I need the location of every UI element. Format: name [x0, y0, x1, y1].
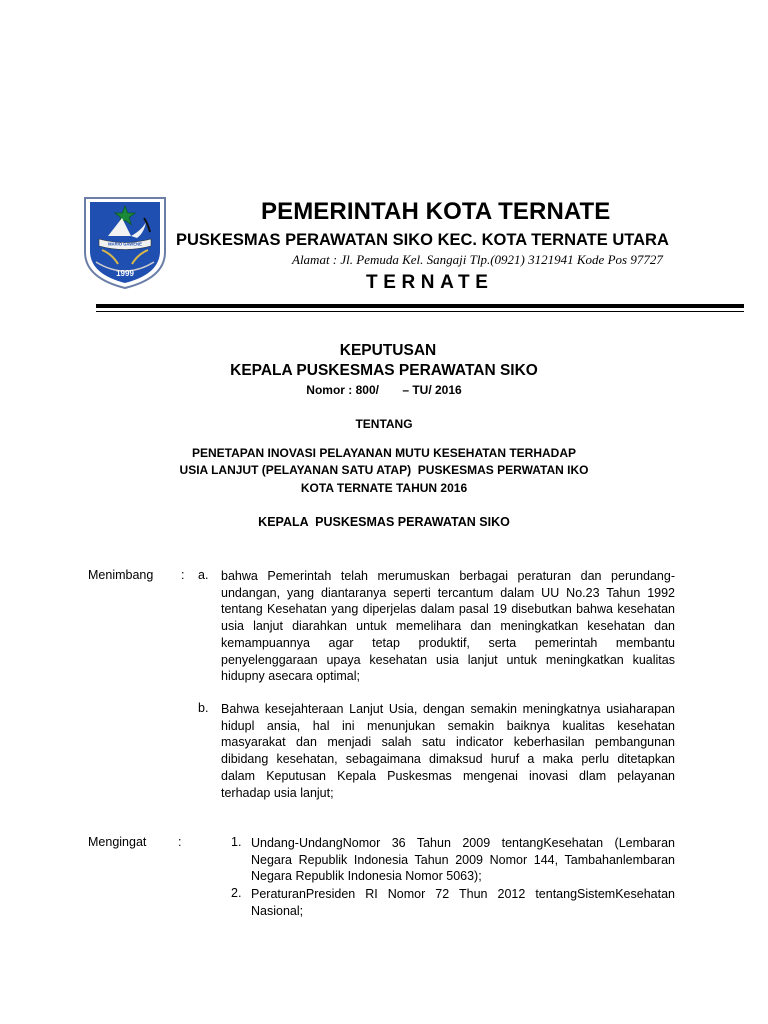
paragraph-line: undangan, yang diantaranya seperti tercantum dalam UU No.23 Tahun 1992: [221, 585, 675, 600]
emblem-ribbon-text: MARIO GAWENE: [108, 241, 142, 247]
mengingat-item-1: [251, 835, 675, 885]
decision-heading: KEPUTUSAN: [339, 342, 437, 359]
about-label: TENTANG: [355, 417, 413, 431]
menimbang-label: Menimbang: [88, 568, 154, 582]
institution-address: Alamat : Jl. Pemuda Kel. Sangaji Tlp.(0921) 3121941 Kode Pos 97727: [292, 252, 663, 267]
menimbang-item-marker: a.: [198, 568, 209, 582]
paragraph-line: hidupny asecara optimal;: [221, 669, 360, 684]
city-emblem-logo: [82, 192, 168, 290]
paragraph-line: kemampuannya agar tetap produktif, serta pemerintah membantu: [221, 635, 675, 650]
paragraph-line: Bahwa kesejahteraan Lanjut Usia, dengan semakin meningkatnya usiaharapan: [221, 702, 675, 716]
mengingat-item-2: [251, 886, 675, 919]
mengingat-item-marker: 2.: [231, 886, 242, 900]
paragraph-line: dalam Keputusan Kepala Puskesmas mengenai inovasi dlam pelayanan: [221, 768, 675, 783]
mengingat-colon: :: [178, 835, 182, 849]
mengingat-label: Mengingat: [88, 835, 147, 849]
paragraph-line: Nasional;: [251, 903, 304, 918]
paragraph-line: tentang Kesehatan yang diperjelas dalam pasal 19 disebutkan bahwa kesehatan: [221, 602, 675, 617]
subject-line: USIA LANJUT (PELAYANAN SATU ATAP) PUSKESMAS PERWATAN IKO: [179, 463, 589, 477]
paragraph-line: bahwa Pemerintah telah merumuskan berbagai peraturan dan perundang-: [221, 569, 675, 583]
subject-line: PENETAPAN INOVASI PELAYANAN MUTU KESEHATAN TERHADAP: [191, 446, 577, 460]
mengingat-item-marker: 1.: [231, 835, 242, 849]
paragraph-line: Undang-UndangNomor 36 Tahun 2009 tentangKesehatan (Lembaran: [251, 836, 675, 850]
emblem-year: 1999: [116, 269, 134, 278]
letterhead-divider-thick: [96, 304, 744, 308]
paragraph-line: usia lanjut diarahkan untuk memelihara dan meningkatkan kesehatan dan: [221, 619, 675, 634]
menimbang-item-b: [221, 701, 675, 801]
paragraph-line: terhadap usia lanjut;: [221, 785, 334, 800]
paragraph-line: penyelenggaraan upaya kesehatan usia lanjut untuk meningkatkan kualitas: [221, 652, 675, 667]
letterhead-divider-thin: [96, 311, 744, 312]
paragraph-line: Negara Republik Indonesia Nomor 5063);: [251, 869, 482, 884]
paragraph-line: masyarakat dan menjadi salah satu indicator keberhasilan pembangunan: [221, 735, 675, 750]
menimbang-item-a: [221, 568, 675, 685]
institution-name: PUSKESMAS PERAWATAN SIKO KEC. KOTA TERNATE UTARA: [176, 231, 669, 249]
paragraph-line: hidupl ansia, hal ini menunjukan semakin baiknya kualitas kesehatan: [221, 718, 675, 733]
decision-issuer: KEPALA PUSKESMAS PERAWATAN SIKO: [230, 362, 538, 379]
paragraph-line: Negara Republik Indonesia Tahun 2009 Nomor 144, Tambahanlembaran: [251, 852, 675, 867]
issuer-repeat: KEPALA PUSKESMAS PERAWATAN SIKO: [258, 515, 510, 529]
decision-number: Nomor : 800/ – TU/ 2016: [306, 383, 462, 397]
menimbang-colon: :: [181, 568, 185, 582]
subject-line: KOTA TERNATE TAHUN 2016: [300, 481, 468, 495]
government-title: PEMERINTAH KOTA TERNATE: [261, 198, 611, 225]
paragraph-line: PeraturanPresiden RI Nomor 72 Thun 2012 tentangSistemKesehatan: [251, 887, 675, 901]
city-name: TERNATE: [366, 272, 494, 293]
menimbang-item-marker: b.: [198, 701, 209, 715]
paragraph-line: dibidang kesehatan, sebagaimana dimaksud huruf a maka perlu ditetapkan: [221, 752, 675, 767]
